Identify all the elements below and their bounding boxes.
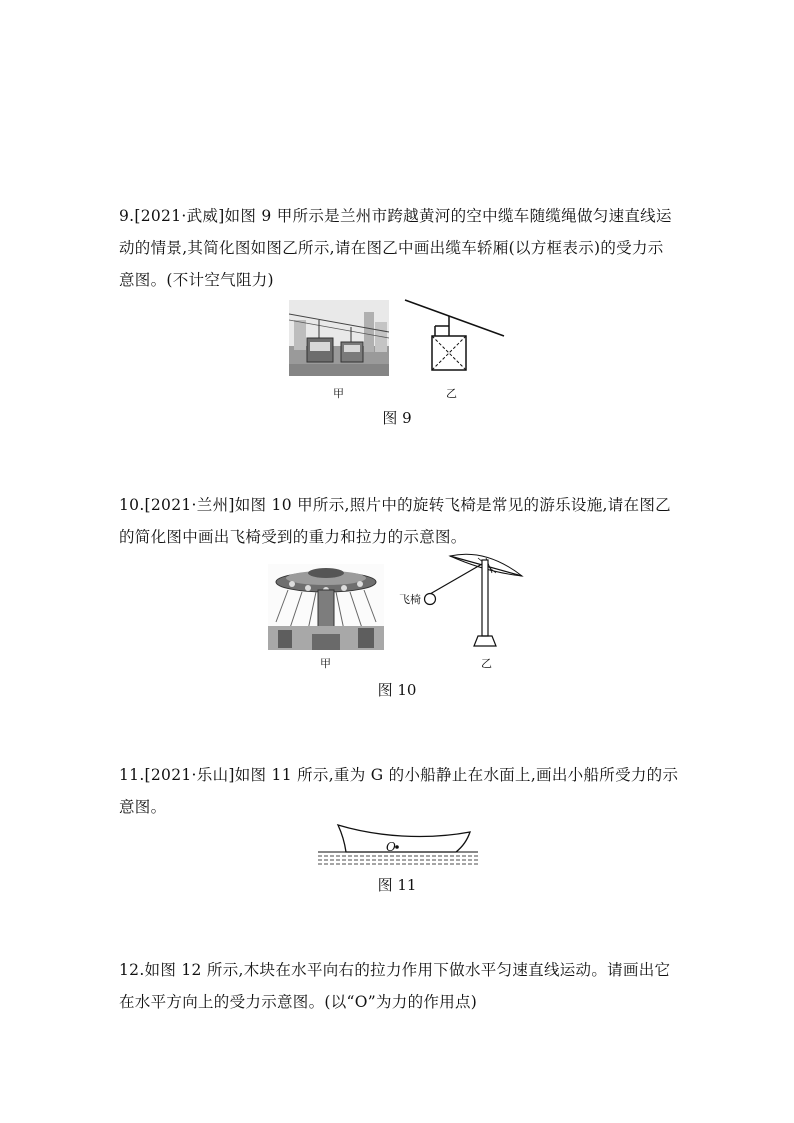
figure-9-caption: 图 9: [382, 409, 412, 427]
figure-10-photo: [268, 564, 384, 650]
question-10-text: 10.[2021·兰州]如图 10 甲所示,照片中的旋转飞椅是常见的游乐设施,请在图乙的简化图中画出飞椅受到的重力和拉力的示意图。: [119, 496, 671, 546]
figure-10-label-jia: 甲: [320, 657, 331, 670]
question-11: [119, 759, 679, 823]
question-9-text: 9.[2021·武威]如图 9 甲所示是兰州市跨越黄河的空中缆车随缆绳做匀速直线运动的情景,其简化图如图乙所示,请在图乙中画出缆车轿厢(以方框表示)的受力示意图。(不计空气阻力): [119, 207, 672, 289]
question-11-text: 11.[2021·乐山]如图 11 所示,重为 G 的小船静止在水面上,画出小船所受力的示意图。: [119, 766, 679, 816]
figure-9-photo: [289, 300, 389, 376]
figure-10-caption: 图 10: [377, 681, 417, 699]
figure-9-label-jia: 甲: [333, 387, 344, 400]
figure-11-caption: 图 11: [377, 876, 417, 894]
figure-11-boat: [318, 822, 478, 868]
question-12-text: 12.如图 12 所示,木块在水平向右的拉力作用下做水平匀速直线运动。请画出它在水平方向上的受力示意图。(以“O”为力的作用点): [119, 961, 671, 1011]
figure-10-label-yi: 乙: [481, 657, 492, 670]
figure-11-point-o: O: [386, 840, 396, 854]
question-9: [119, 200, 679, 296]
figure-9-diagram: [400, 296, 510, 378]
figure-10-seat-label: 飞椅: [399, 593, 421, 606]
question-12: [119, 954, 679, 1018]
figure-9-label-yi: 乙: [446, 387, 457, 400]
question-10: [119, 489, 679, 553]
